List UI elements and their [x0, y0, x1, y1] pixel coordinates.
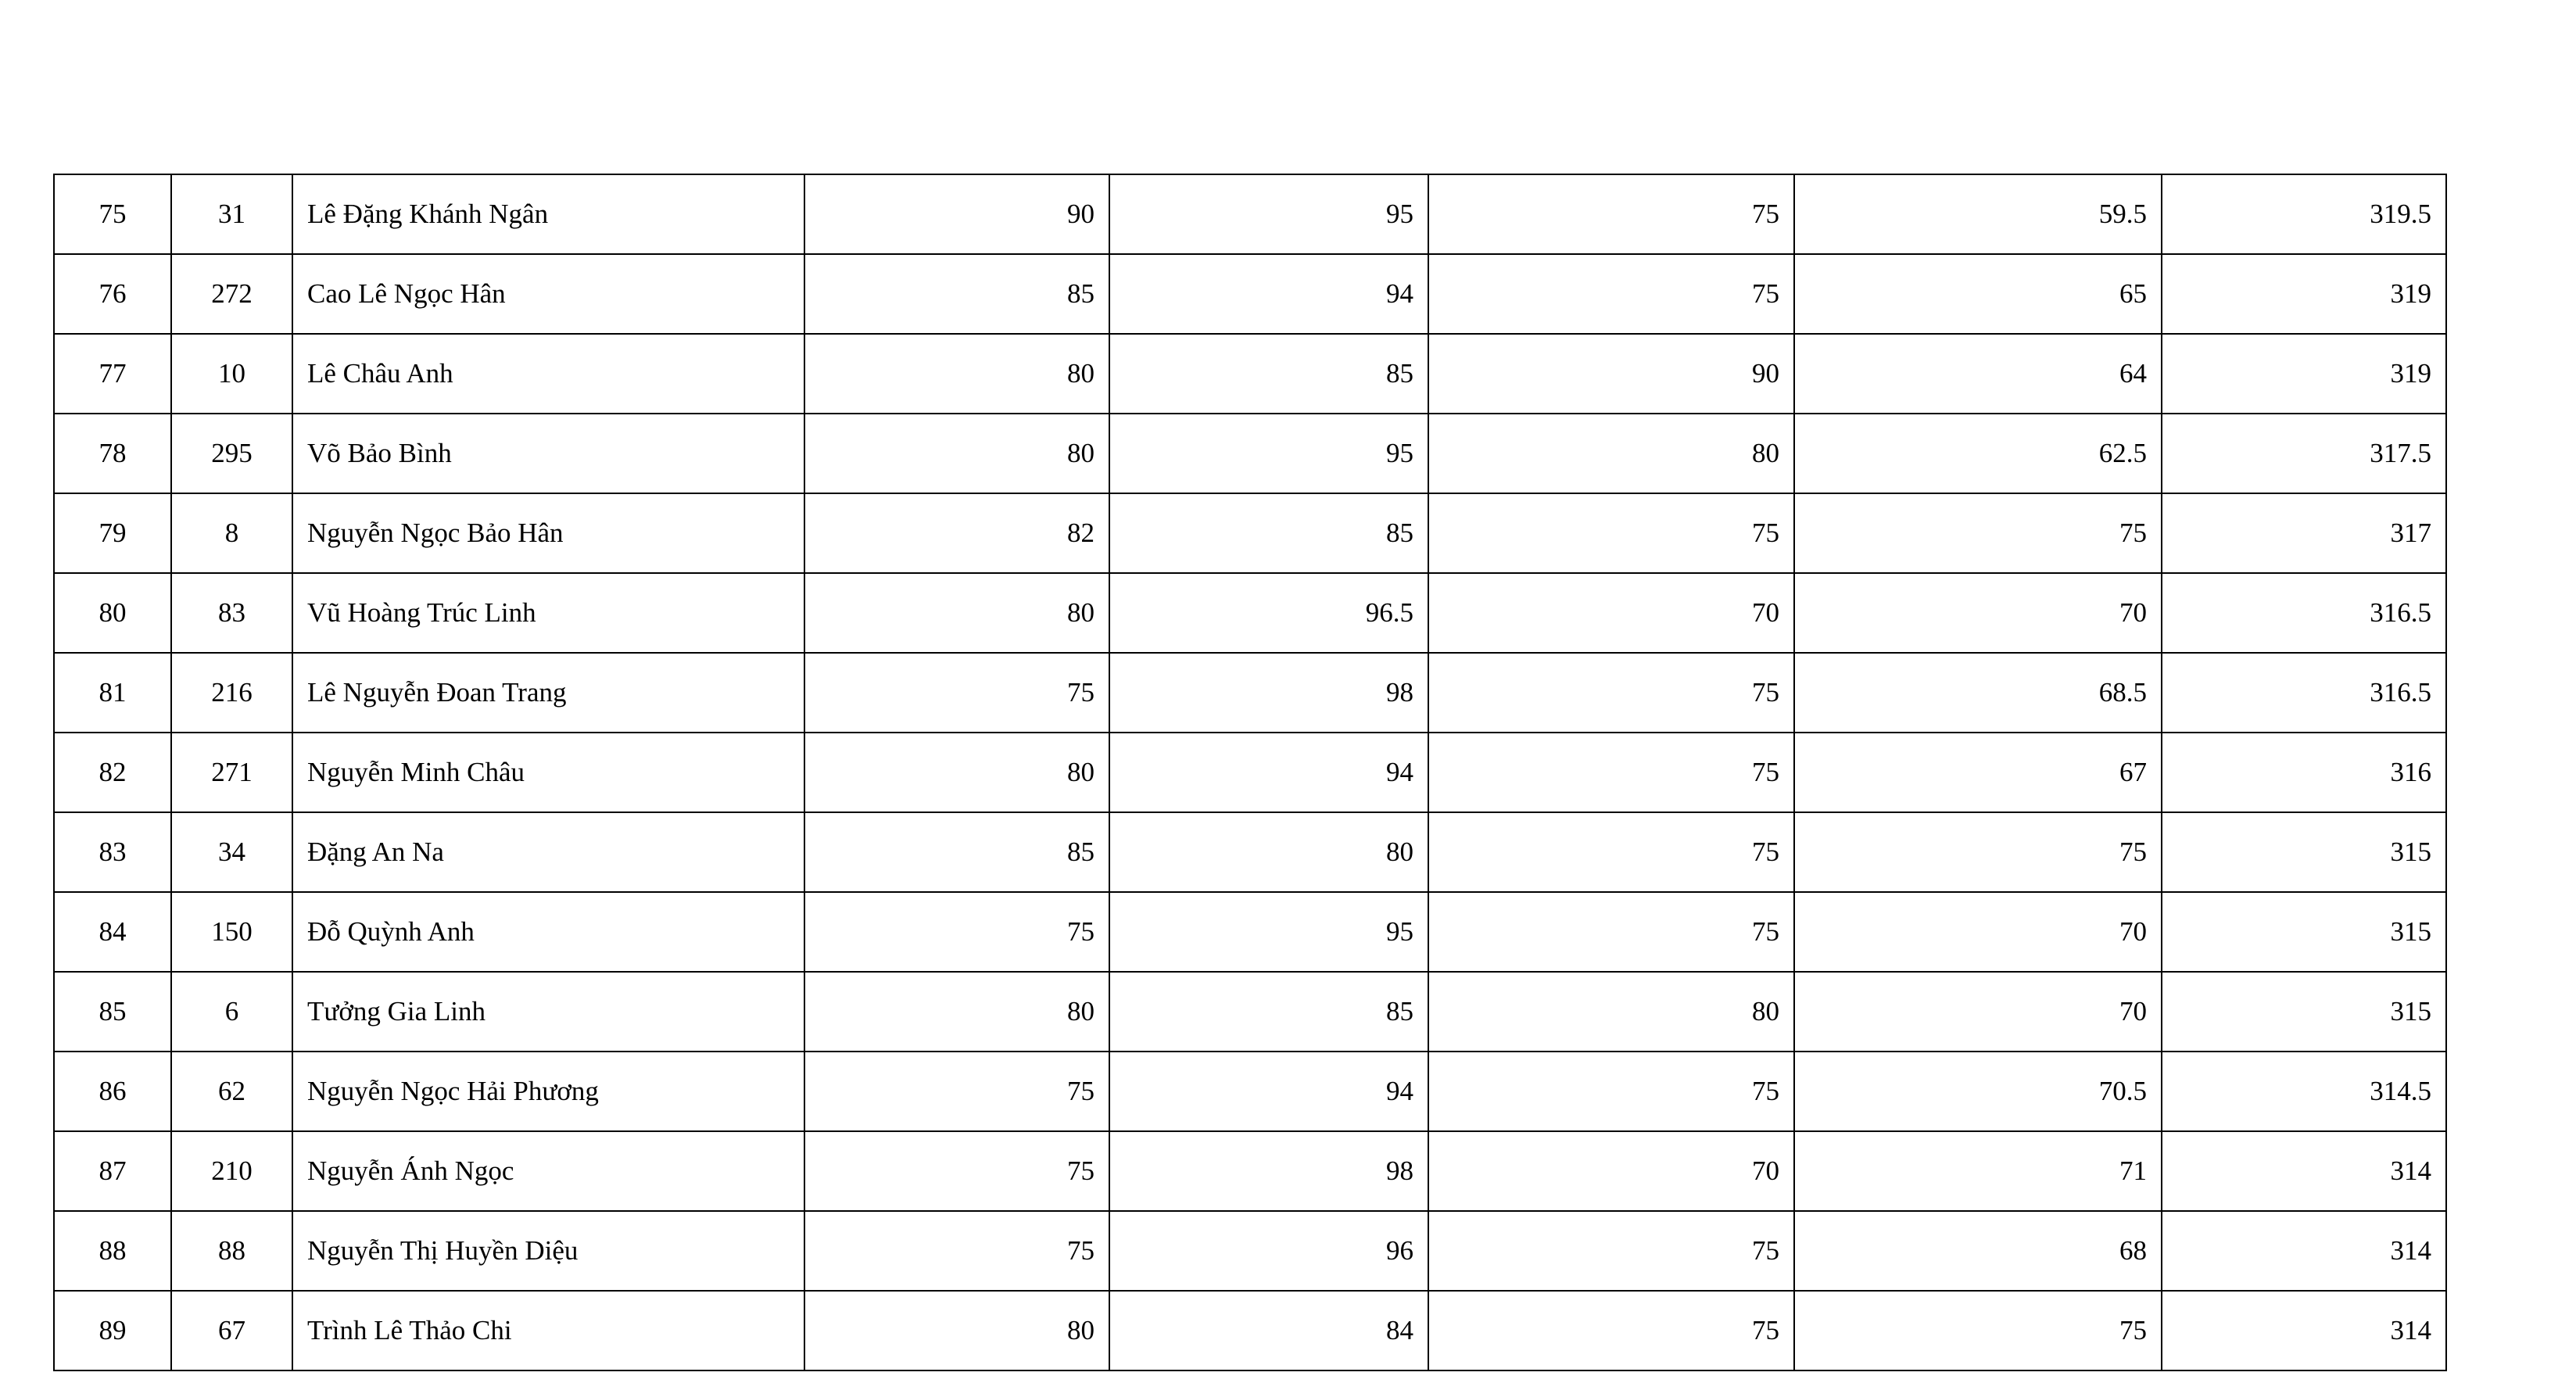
- cell-id: 31: [171, 174, 292, 254]
- cell-rank: 80: [54, 573, 171, 653]
- cell-rank: 81: [54, 653, 171, 733]
- cell-score2: 94: [1109, 733, 1428, 812]
- cell-score1: 75: [804, 1131, 1109, 1211]
- cell-total: 316: [2162, 733, 2446, 812]
- cell-name: Nguyễn Ngọc Hải Phương: [292, 1052, 804, 1131]
- cell-score4: 70: [1794, 892, 2162, 972]
- cell-score1: 75: [804, 1211, 1109, 1291]
- cell-name: Nguyễn Ngọc Bảo Hân: [292, 493, 804, 573]
- cell-name: Lê Đặng Khánh Ngân: [292, 174, 804, 254]
- cell-score1: 80: [804, 334, 1109, 414]
- cell-score3: 75: [1428, 1052, 1794, 1131]
- cell-name: Cao Lê Ngọc Hân: [292, 254, 804, 334]
- cell-score2: 85: [1109, 493, 1428, 573]
- cell-total: 319.5: [2162, 174, 2446, 254]
- cell-id: 210: [171, 1131, 292, 1211]
- cell-score3: 75: [1428, 892, 1794, 972]
- cell-rank: 85: [54, 972, 171, 1052]
- cell-total: 317.5: [2162, 414, 2446, 493]
- cell-total: 316.5: [2162, 653, 2446, 733]
- cell-score2: 98: [1109, 653, 1428, 733]
- cell-rank: 86: [54, 1052, 171, 1131]
- cell-score4: 65: [1794, 254, 2162, 334]
- cell-score1: 80: [804, 1291, 1109, 1370]
- cell-rank: 78: [54, 414, 171, 493]
- cell-score4: 62.5: [1794, 414, 2162, 493]
- cell-score2: 80: [1109, 812, 1428, 892]
- table-row: [54, 573, 2446, 653]
- cell-score1: 75: [804, 653, 1109, 733]
- cell-total: 315: [2162, 892, 2446, 972]
- cell-total: 319: [2162, 254, 2446, 334]
- cell-score3: 75: [1428, 1211, 1794, 1291]
- cell-score4: 68.5: [1794, 653, 2162, 733]
- cell-total: 316.5: [2162, 573, 2446, 653]
- cell-total: 315: [2162, 972, 2446, 1052]
- cell-id: 10: [171, 334, 292, 414]
- cell-total: 315: [2162, 812, 2446, 892]
- cell-score3: 75: [1428, 254, 1794, 334]
- cell-total: 314: [2162, 1211, 2446, 1291]
- cell-score4: 75: [1794, 812, 2162, 892]
- cell-total: 314.5: [2162, 1052, 2446, 1131]
- cell-score3: 80: [1428, 414, 1794, 493]
- cell-name: Lê Nguyễn Đoan Trang: [292, 653, 804, 733]
- table-row: [54, 892, 2446, 972]
- score-table-container: [53, 174, 2445, 1371]
- cell-score4: 67: [1794, 733, 2162, 812]
- table-row: [54, 1211, 2446, 1291]
- cell-rank: 76: [54, 254, 171, 334]
- cell-id: 62: [171, 1052, 292, 1131]
- cell-score4: 70: [1794, 972, 2162, 1052]
- table-row: [54, 733, 2446, 812]
- cell-id: 271: [171, 733, 292, 812]
- cell-rank: 87: [54, 1131, 171, 1211]
- cell-id: 6: [171, 972, 292, 1052]
- cell-score1: 80: [804, 414, 1109, 493]
- table-row: [54, 1052, 2446, 1131]
- cell-total: 314: [2162, 1291, 2446, 1370]
- cell-rank: 75: [54, 174, 171, 254]
- table-row: [54, 174, 2446, 254]
- cell-score4: 59.5: [1794, 174, 2162, 254]
- cell-score3: 75: [1428, 1291, 1794, 1370]
- cell-rank: 84: [54, 892, 171, 972]
- cell-score2: 95: [1109, 414, 1428, 493]
- cell-name: Đặng An Na: [292, 812, 804, 892]
- cell-score3: 75: [1428, 653, 1794, 733]
- cell-name: Nguyễn Thị Huyền Diệu: [292, 1211, 804, 1291]
- cell-id: 8: [171, 493, 292, 573]
- cell-score3: 70: [1428, 1131, 1794, 1211]
- table-row: [54, 1291, 2446, 1370]
- cell-score3: 80: [1428, 972, 1794, 1052]
- table-row: [54, 334, 2446, 414]
- cell-score4: 75: [1794, 493, 2162, 573]
- cell-id: 88: [171, 1211, 292, 1291]
- cell-score4: 68: [1794, 1211, 2162, 1291]
- cell-id: 216: [171, 653, 292, 733]
- cell-score3: 75: [1428, 812, 1794, 892]
- cell-name: Nguyễn Minh Châu: [292, 733, 804, 812]
- cell-score1: 85: [804, 812, 1109, 892]
- cell-score3: 70: [1428, 573, 1794, 653]
- cell-name: Tưởng Gia Linh: [292, 972, 804, 1052]
- cell-rank: 79: [54, 493, 171, 573]
- cell-score1: 80: [804, 972, 1109, 1052]
- table-row: [54, 972, 2446, 1052]
- cell-score4: 71: [1794, 1131, 2162, 1211]
- cell-score1: 80: [804, 733, 1109, 812]
- cell-score4: 75: [1794, 1291, 2162, 1370]
- cell-id: 150: [171, 892, 292, 972]
- cell-score2: 96: [1109, 1211, 1428, 1291]
- cell-id: 295: [171, 414, 292, 493]
- cell-id: 83: [171, 573, 292, 653]
- cell-score3: 75: [1428, 174, 1794, 254]
- cell-score3: 75: [1428, 733, 1794, 812]
- table-row: [54, 254, 2446, 334]
- cell-score4: 64: [1794, 334, 2162, 414]
- score-table: [53, 174, 2447, 1371]
- table-row: [54, 653, 2446, 733]
- cell-score2: 85: [1109, 972, 1428, 1052]
- table-row: [54, 493, 2446, 573]
- cell-score1: 90: [804, 174, 1109, 254]
- cell-score2: 94: [1109, 254, 1428, 334]
- table-row: [54, 1131, 2446, 1211]
- cell-name: Nguyễn Ánh Ngọc: [292, 1131, 804, 1211]
- cell-score2: 95: [1109, 892, 1428, 972]
- cell-rank: 77: [54, 334, 171, 414]
- cell-score1: 85: [804, 254, 1109, 334]
- cell-score2: 96.5: [1109, 573, 1428, 653]
- cell-score2: 85: [1109, 334, 1428, 414]
- cell-score1: 80: [804, 573, 1109, 653]
- cell-score2: 95: [1109, 174, 1428, 254]
- cell-score3: 90: [1428, 334, 1794, 414]
- cell-score4: 70: [1794, 573, 2162, 653]
- cell-rank: 82: [54, 733, 171, 812]
- cell-id: 34: [171, 812, 292, 892]
- cell-id: 67: [171, 1291, 292, 1370]
- cell-score3: 75: [1428, 493, 1794, 573]
- cell-id: 272: [171, 254, 292, 334]
- cell-name: Trình Lê Thảo Chi: [292, 1291, 804, 1370]
- cell-score1: 82: [804, 493, 1109, 573]
- cell-rank: 88: [54, 1211, 171, 1291]
- cell-name: Lê Châu Anh: [292, 334, 804, 414]
- cell-total: 319: [2162, 334, 2446, 414]
- cell-score1: 75: [804, 892, 1109, 972]
- table-row: [54, 812, 2446, 892]
- cell-rank: 89: [54, 1291, 171, 1370]
- score-table-body: [54, 174, 2446, 1370]
- cell-score1: 75: [804, 1052, 1109, 1131]
- cell-name: Đỗ Quỳnh Anh: [292, 892, 804, 972]
- cell-score2: 98: [1109, 1131, 1428, 1211]
- cell-rank: 83: [54, 812, 171, 892]
- cell-total: 317: [2162, 493, 2446, 573]
- cell-name: Võ Bảo Bình: [292, 414, 804, 493]
- cell-score2: 94: [1109, 1052, 1428, 1131]
- cell-score4: 70.5: [1794, 1052, 2162, 1131]
- cell-name: Vũ Hoàng Trúc Linh: [292, 573, 804, 653]
- table-row: [54, 414, 2446, 493]
- cell-total: 314: [2162, 1131, 2446, 1211]
- cell-score2: 84: [1109, 1291, 1428, 1370]
